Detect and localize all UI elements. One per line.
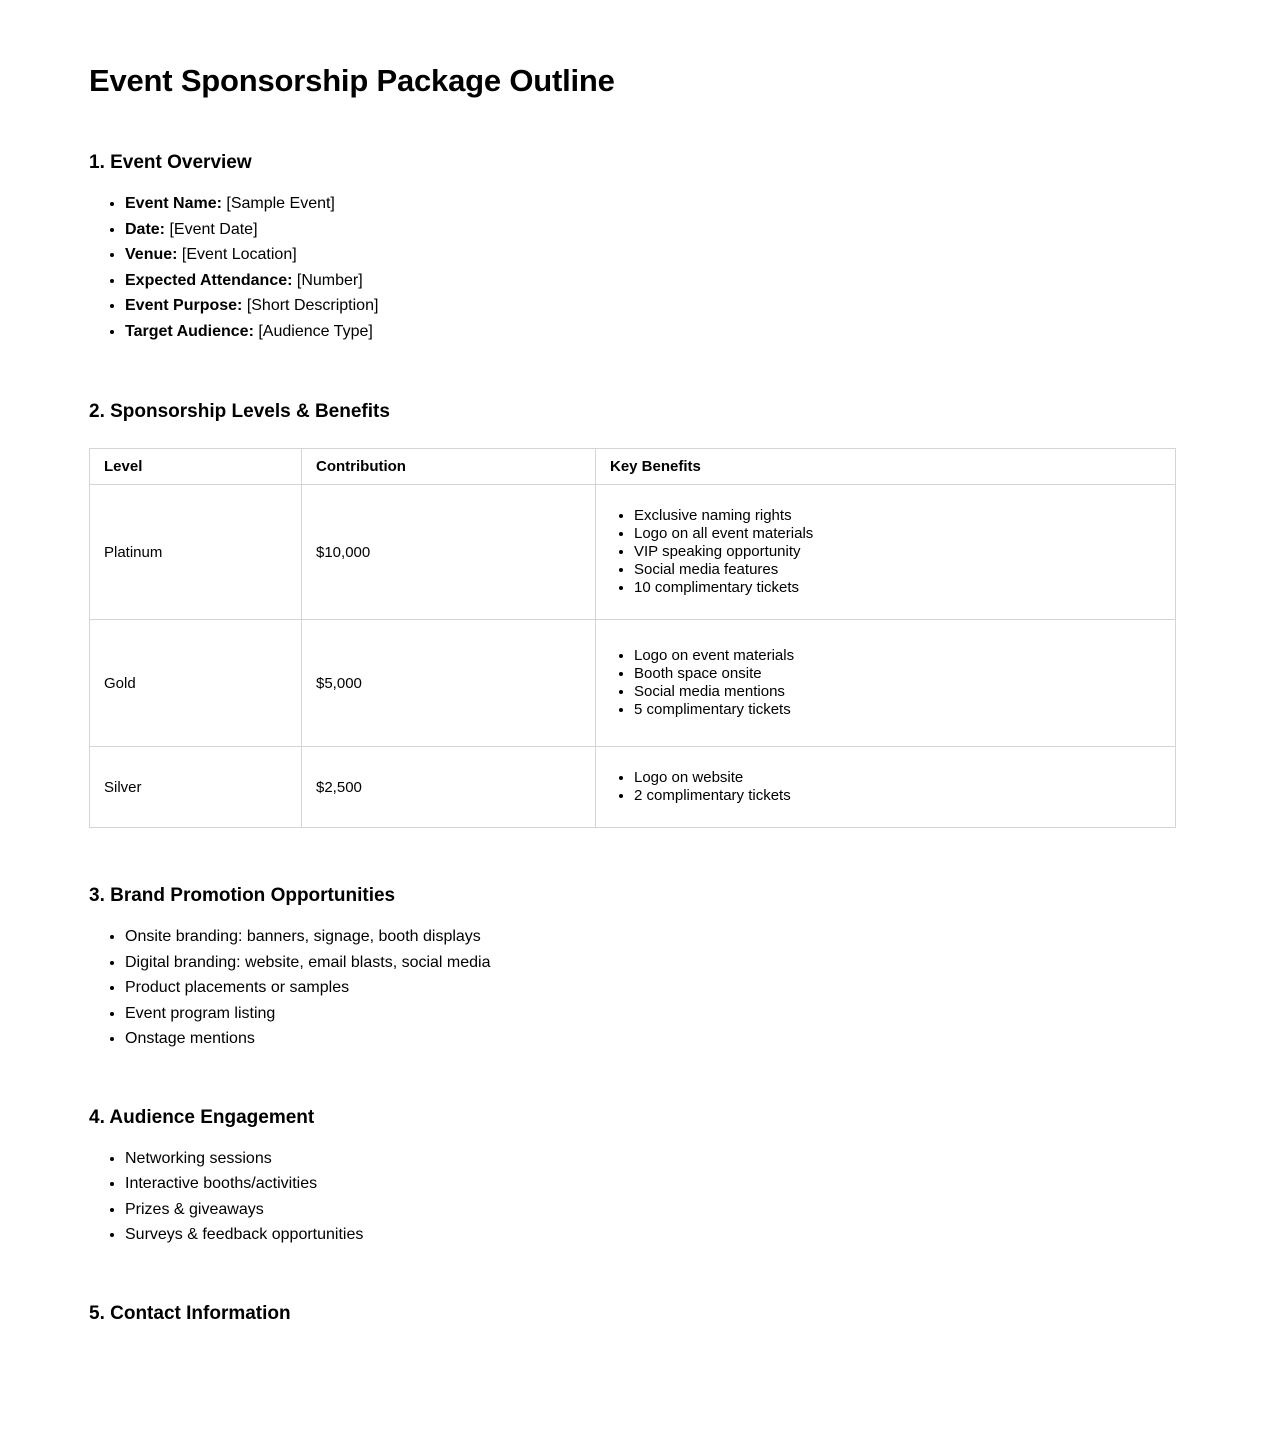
cell-contribution: $5,000 — [302, 620, 596, 747]
column-header-contribution: Contribution — [302, 449, 596, 485]
overview-item-label: Expected Attendance: — [125, 271, 293, 289]
table-row — [90, 620, 1176, 747]
benefits-list — [606, 647, 1161, 719]
list-item — [125, 319, 1174, 345]
brand-promotion-list — [89, 908, 1174, 1052]
column-header-key-benefits: Key Benefits — [596, 449, 1176, 485]
overview-item-value: [Short Description] — [246, 297, 379, 314]
cell-level: Gold — [90, 620, 302, 747]
sponsorship-levels-table — [89, 448, 1176, 828]
cell-key-benefits — [596, 747, 1176, 828]
event-overview-list — [89, 175, 1174, 344]
table-header-row — [90, 449, 1176, 485]
list-item — [125, 293, 1174, 319]
section-heading-sponsorship-levels: 2. Sponsorship Levels & Benefits — [89, 401, 390, 422]
list-item — [125, 242, 1174, 268]
cell-contribution: $2,500 — [302, 747, 596, 828]
cell-level: Platinum — [90, 485, 302, 620]
section-heading-audience-engagement: 4. Audience Engagement — [89, 1106, 315, 1128]
overview-item-value: [Number] — [296, 271, 363, 289]
cell-key-benefits — [596, 485, 1176, 620]
overview-item-label: Event Name: — [125, 195, 222, 212]
list-item: • Exclusive naming rights — [634, 507, 1161, 525]
overview-item-label: Venue: — [125, 246, 178, 263]
list-item — [125, 217, 1174, 243]
overview-item-value: [Event Location] — [181, 246, 297, 263]
list-item: • 2 complimentary tickets — [634, 787, 1161, 805]
overview-item-label: Date: — [125, 220, 166, 238]
section-heading-brand-promotion: 3. Brand Promotion Opportunities — [89, 885, 396, 906]
audience-engagement-list — [89, 1130, 1174, 1248]
list-item — [125, 191, 1174, 217]
list-item: • Onsite branding: banners, signage, booth displays — [125, 924, 1174, 950]
section-heading-event-overview: 1. Event Overview — [89, 152, 252, 173]
overview-item-value: [Sample Event] — [226, 195, 335, 212]
list-item: • VIP speaking opportunity — [634, 543, 1161, 561]
list-item: • Surveys & feedback opportunities — [125, 1222, 1174, 1248]
cell-level: Silver — [90, 747, 302, 828]
table-row — [90, 747, 1176, 828]
list-item: • 5 complimentary tickets — [634, 701, 1161, 719]
list-item: • Event program listing — [125, 1001, 1174, 1027]
overview-item-label: Event Purpose: — [125, 297, 243, 314]
overview-item-value: [Event Date] — [169, 220, 258, 238]
overview-item-value: [Audience Type] — [258, 322, 373, 340]
list-item: • Interactive booths/activities — [125, 1171, 1174, 1197]
list-item: • Logo on all event materials — [634, 525, 1161, 543]
list-item: • 10 complimentary tickets — [634, 579, 1161, 597]
list-item: • Product placements or samples — [125, 975, 1174, 1001]
list-item: • Social media mentions — [634, 683, 1161, 701]
benefits-list — [606, 769, 1161, 805]
list-item: • Social media features — [634, 561, 1161, 579]
cell-contribution: $10,000 — [302, 485, 596, 620]
benefits-list — [606, 507, 1161, 597]
list-item: • Digital branding: website, email blasts, social media — [125, 950, 1174, 976]
list-item: • Prizes & giveaways — [125, 1197, 1174, 1223]
table-row — [90, 485, 1176, 620]
cell-key-benefits — [596, 620, 1176, 747]
list-item: • Networking sessions — [125, 1146, 1174, 1172]
page-title: Event Sponsorship Package Outline — [89, 63, 615, 98]
overview-item-label: Target Audience: — [125, 322, 254, 340]
list-item: • Onstage mentions — [125, 1026, 1174, 1052]
list-item: • Logo on event materials — [634, 647, 1161, 665]
section-heading-contact-information: 5. Contact Information — [89, 1302, 291, 1324]
list-item: • Booth space onsite — [634, 665, 1161, 683]
list-item: • Logo on website — [634, 769, 1161, 787]
column-header-level: Level — [90, 449, 302, 485]
list-item — [125, 268, 1174, 294]
